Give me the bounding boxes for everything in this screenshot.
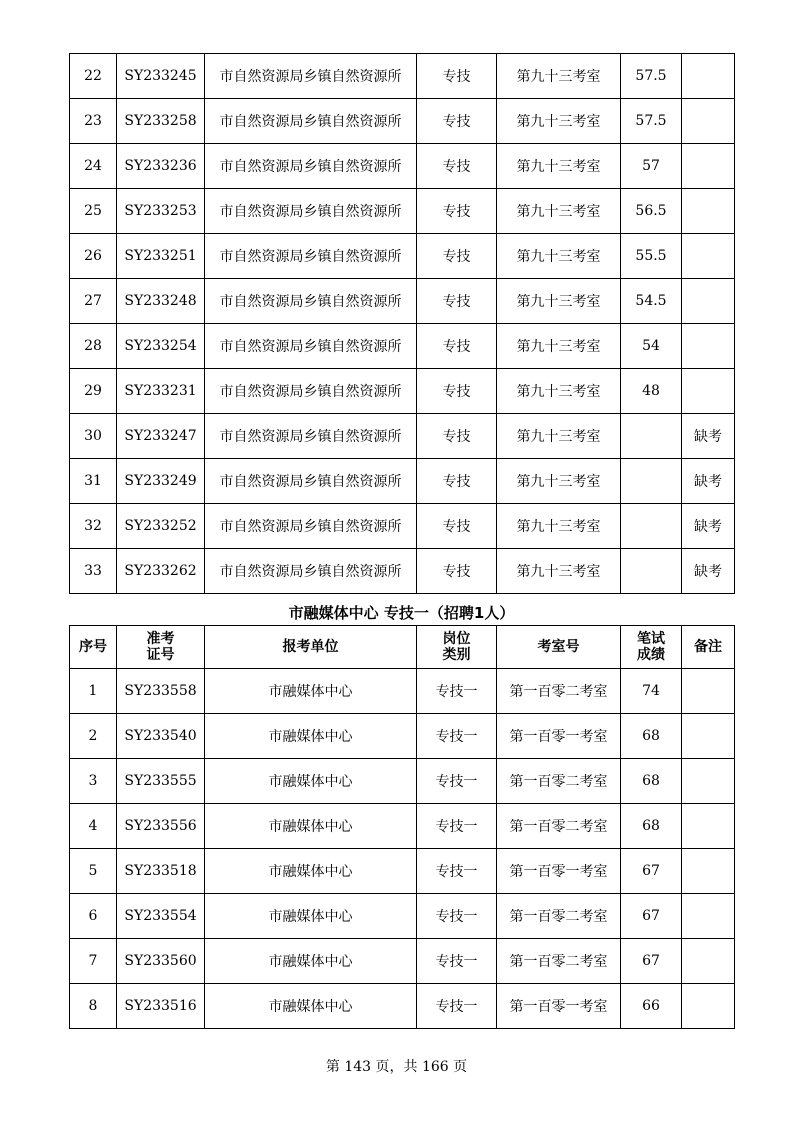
page-footer: 第 143 页，共 166 页: [325, 1059, 468, 1075]
table-row: [70, 414, 735, 459]
cell-unit: 市自然资源局乡镇自然资源所: [205, 504, 417, 549]
cell-type: 专技一: [417, 894, 497, 939]
table-row: [70, 894, 735, 939]
cell-score: [621, 414, 682, 459]
cell-unit: 市自然资源局乡镇自然资源所: [205, 234, 417, 279]
cell-score: 57.5: [621, 99, 682, 144]
cell-type: 专技: [417, 189, 497, 234]
cell-seq: 30: [70, 414, 117, 459]
cell-seq: 24: [70, 144, 117, 189]
cell-type: 专技: [417, 414, 497, 459]
cell-score: 57.5: [621, 54, 682, 99]
cell-note: 缺考: [682, 549, 735, 594]
cell-note: [682, 804, 735, 849]
cell-seq: 6: [70, 894, 117, 939]
cell-note: [682, 324, 735, 369]
cell-seq: 22: [70, 54, 117, 99]
table-row: [70, 99, 735, 144]
cell-seq: 29: [70, 369, 117, 414]
cell-note: [682, 189, 735, 234]
cell-room: 第九十三考室: [497, 144, 621, 189]
cell-room: 第一百零一考室: [497, 714, 621, 759]
cell-room: 第九十三考室: [497, 189, 621, 234]
table-row: [70, 144, 735, 189]
cell-score: 54: [621, 324, 682, 369]
header-type: 岗位 类别: [417, 626, 497, 669]
cell-unit: 市自然资源局乡镇自然资源所: [205, 549, 417, 594]
cell-score: [621, 549, 682, 594]
cell-seq: 3: [70, 759, 117, 804]
cell-type: 专技一: [417, 759, 497, 804]
cell-note: [682, 759, 735, 804]
cell-type: 专技: [417, 54, 497, 99]
cell-room: 第九十三考室: [497, 99, 621, 144]
cell-unit: 市融媒体中心: [205, 984, 417, 1029]
cell-id: SY233254: [117, 324, 205, 369]
cell-type: 专技: [417, 369, 497, 414]
cell-id: SY233251: [117, 234, 205, 279]
cell-note: [682, 99, 735, 144]
cell-unit: 市自然资源局乡镇自然资源所: [205, 99, 417, 144]
cell-unit: 市自然资源局乡镇自然资源所: [205, 459, 417, 504]
cell-unit: 市融媒体中心: [205, 849, 417, 894]
cell-unit: 市自然资源局乡镇自然资源所: [205, 369, 417, 414]
table-row: [70, 234, 735, 279]
section-title: 市融媒体中心 专技一（招聘1人）: [288, 604, 515, 622]
cell-unit: 市融媒体中心: [205, 759, 417, 804]
cell-seq: 28: [70, 324, 117, 369]
cell-unit: 市自然资源局乡镇自然资源所: [205, 414, 417, 459]
cell-note: [682, 279, 735, 324]
cell-id: SY233516: [117, 984, 205, 1029]
cell-seq: 33: [70, 549, 117, 594]
cell-room: 第一百零一考室: [497, 984, 621, 1029]
cell-id: SY233258: [117, 99, 205, 144]
cell-note: [682, 234, 735, 279]
results-table: [69, 625, 735, 1029]
cell-room: 第九十三考室: [497, 234, 621, 279]
table-row: [70, 549, 735, 594]
cell-room: 第九十三考室: [497, 324, 621, 369]
cell-id: SY233556: [117, 804, 205, 849]
cell-type: 专技: [417, 279, 497, 324]
cell-room: 第九十三考室: [497, 54, 621, 99]
header-seq: 序号: [70, 626, 117, 669]
cell-seq: 26: [70, 234, 117, 279]
cell-id: SY233236: [117, 144, 205, 189]
cell-score: 57: [621, 144, 682, 189]
cell-unit: 市自然资源局乡镇自然资源所: [205, 54, 417, 99]
cell-note: [682, 939, 735, 984]
cell-unit: 市自然资源局乡镇自然资源所: [205, 324, 417, 369]
cell-seq: 32: [70, 504, 117, 549]
cell-id: SY233262: [117, 549, 205, 594]
cell-seq: 23: [70, 99, 117, 144]
cell-type: 专技: [417, 549, 497, 594]
cell-id: SY233518: [117, 849, 205, 894]
cell-note: 缺考: [682, 504, 735, 549]
cell-room: 第九十三考室: [497, 504, 621, 549]
cell-score: 55.5: [621, 234, 682, 279]
cell-unit: 市融媒体中心: [205, 714, 417, 759]
cell-id: SY233245: [117, 54, 205, 99]
cell-unit: 市自然资源局乡镇自然资源所: [205, 189, 417, 234]
cell-type: 专技一: [417, 669, 497, 714]
table-row: [70, 369, 735, 414]
cell-type: 专技一: [417, 984, 497, 1029]
table-row: [70, 459, 735, 504]
cell-unit: 市自然资源局乡镇自然资源所: [205, 144, 417, 189]
cell-score: 54.5: [621, 279, 682, 324]
table-row: [70, 849, 735, 894]
cell-room: 第一百零二考室: [497, 894, 621, 939]
cell-seq: 8: [70, 984, 117, 1029]
table-row: [70, 714, 735, 759]
table-row: [70, 324, 735, 369]
cell-type: 专技: [417, 99, 497, 144]
cell-type: 专技: [417, 234, 497, 279]
cell-note: [682, 894, 735, 939]
table-row: [70, 669, 735, 714]
cell-note: [682, 54, 735, 99]
results-table-header: [70, 626, 735, 669]
header-room: 考室号: [497, 626, 621, 669]
table-row: [70, 189, 735, 234]
cell-score: 67: [621, 849, 682, 894]
cell-room: 第九十三考室: [497, 369, 621, 414]
table-row: [70, 984, 735, 1029]
cell-type: 专技: [417, 459, 497, 504]
cell-id: SY233248: [117, 279, 205, 324]
cell-seq: 31: [70, 459, 117, 504]
results-table-continued-body: [70, 54, 735, 594]
cell-note: [682, 714, 735, 759]
cell-score: [621, 504, 682, 549]
cell-unit: 市融媒体中心: [205, 669, 417, 714]
header-note: 备注: [682, 626, 735, 669]
cell-seq: 4: [70, 804, 117, 849]
cell-type: 专技一: [417, 714, 497, 759]
cell-score: 67: [621, 939, 682, 984]
cell-id: SY233252: [117, 504, 205, 549]
cell-score: 56.5: [621, 189, 682, 234]
cell-note: [682, 369, 735, 414]
cell-type: 专技一: [417, 939, 497, 984]
cell-id: SY233555: [117, 759, 205, 804]
cell-type: 专技: [417, 504, 497, 549]
cell-seq: 2: [70, 714, 117, 759]
cell-id: SY233554: [117, 894, 205, 939]
cell-seq: 5: [70, 849, 117, 894]
cell-score: 48: [621, 369, 682, 414]
header-row: [70, 626, 735, 669]
cell-unit: 市融媒体中心: [205, 939, 417, 984]
cell-score: 68: [621, 714, 682, 759]
table-row: [70, 54, 735, 99]
cell-note: [682, 144, 735, 189]
cell-id: SY233231: [117, 369, 205, 414]
cell-room: 第一百零一考室: [497, 849, 621, 894]
cell-id: SY233560: [117, 939, 205, 984]
cell-room: 第一百零二考室: [497, 669, 621, 714]
cell-seq: 7: [70, 939, 117, 984]
cell-note: 缺考: [682, 414, 735, 459]
cell-type: 专技一: [417, 849, 497, 894]
cell-type: 专技一: [417, 804, 497, 849]
cell-id: SY233540: [117, 714, 205, 759]
table-row: [70, 804, 735, 849]
cell-room: 第一百零二考室: [497, 804, 621, 849]
cell-unit: 市自然资源局乡镇自然资源所: [205, 279, 417, 324]
header-unit: 报考单位: [205, 626, 417, 669]
cell-score: 68: [621, 804, 682, 849]
cell-id: SY233247: [117, 414, 205, 459]
cell-type: 专技: [417, 324, 497, 369]
cell-room: 第九十三考室: [497, 279, 621, 324]
cell-note: [682, 984, 735, 1029]
table-row: [70, 504, 735, 549]
table-row: [70, 759, 735, 804]
cell-unit: 市融媒体中心: [205, 894, 417, 939]
cell-score: [621, 459, 682, 504]
cell-room: 第九十三考室: [497, 414, 621, 459]
cell-score: 74: [621, 669, 682, 714]
cell-room: 第一百零二考室: [497, 759, 621, 804]
table-row: [70, 279, 735, 324]
header-id: 准考 证号: [117, 626, 205, 669]
cell-score: 66: [621, 984, 682, 1029]
cell-score: 67: [621, 894, 682, 939]
cell-room: 第九十三考室: [497, 549, 621, 594]
table-row: [70, 939, 735, 984]
cell-type: 专技: [417, 144, 497, 189]
results-table-body: [70, 669, 735, 1029]
cell-room: 第九十三考室: [497, 459, 621, 504]
cell-room: 第一百零二考室: [497, 939, 621, 984]
cell-score: 68: [621, 759, 682, 804]
cell-id: SY233249: [117, 459, 205, 504]
cell-seq: 1: [70, 669, 117, 714]
cell-id: SY233558: [117, 669, 205, 714]
cell-note: 缺考: [682, 459, 735, 504]
cell-seq: 27: [70, 279, 117, 324]
cell-note: [682, 849, 735, 894]
cell-unit: 市融媒体中心: [205, 804, 417, 849]
cell-seq: 25: [70, 189, 117, 234]
header-score: 笔试 成绩: [621, 626, 682, 669]
cell-id: SY233253: [117, 189, 205, 234]
results-table-continued: [69, 53, 735, 594]
cell-note: [682, 669, 735, 714]
